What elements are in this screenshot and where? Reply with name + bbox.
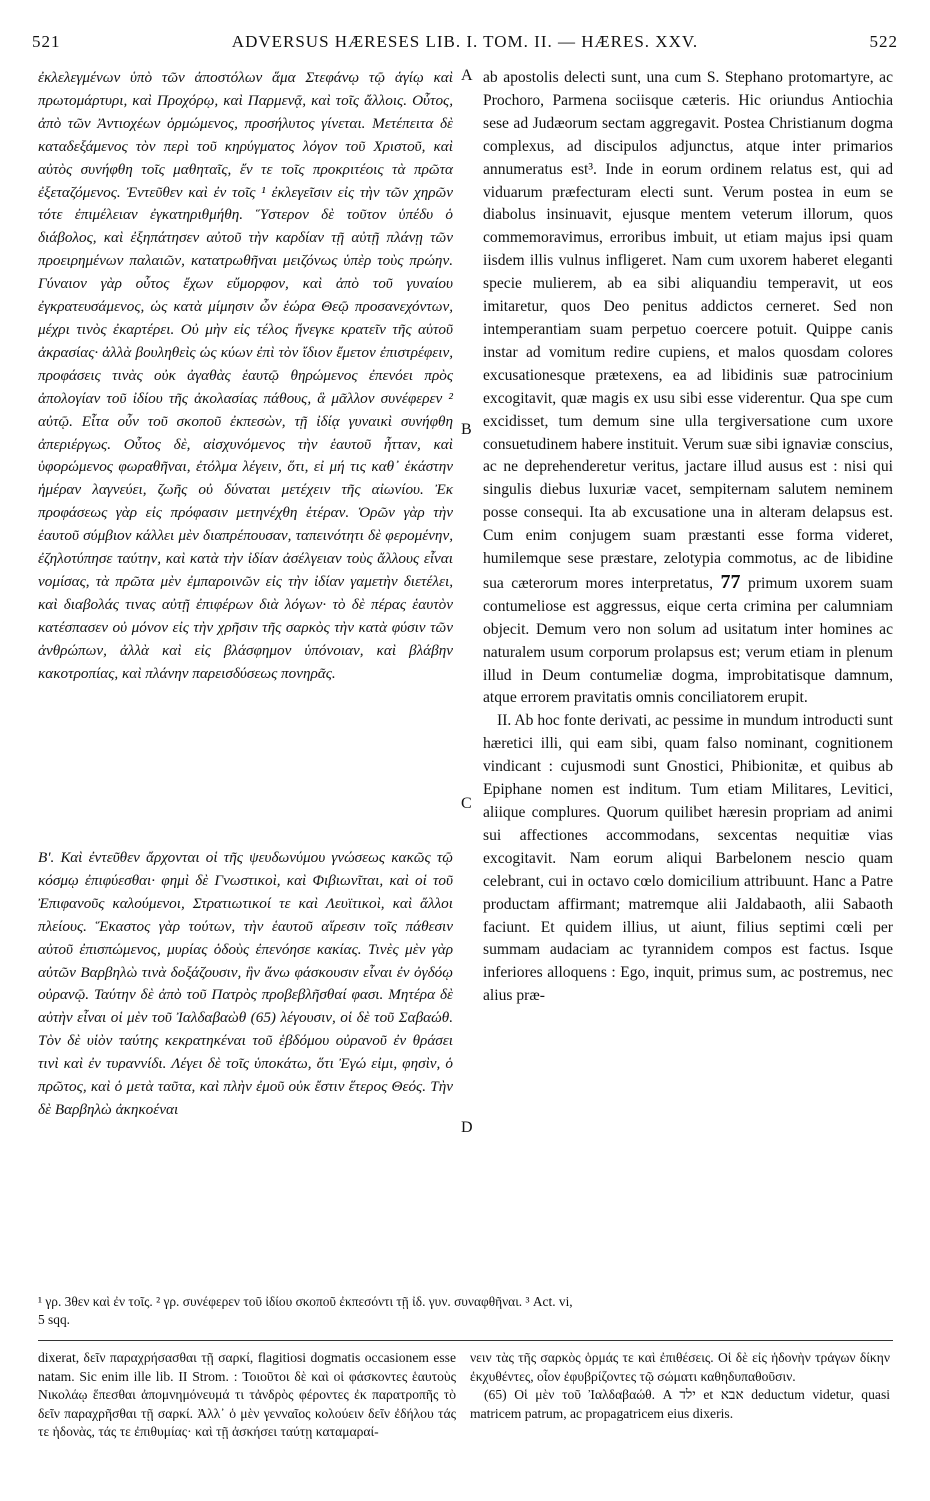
greek-column-para1 <box>38 67 453 685</box>
margin-marker-b: B <box>461 421 472 438</box>
page-number-right: 522 <box>869 32 898 51</box>
note-paragraph: dixerat, δεῖν παραχρήσασθαι τῇ σαρκί, flagitiosi dogmatis occasionem esse natam. Sic enim ille lib. II Strom. : Τοιοῦτοι δὲ καὶ οἱ φάσκοντες ἑαυτοὺς Νικολάῳ ἕπεσθαι ἀπομνημόνευμά τι τἀνδρὸς φέροντες ἐκ παρατροπῆς τὸ δεῖν παραχρῆσθαι τῇ σαρκί. Ἀλλ᾽ ὁ μὲν γενναῖος κολούειν δεῖν ἐδήλου τάς τε ἡδονὰς, τάς τε ἐπιθυμίας· καὶ τῇ ἀσκήσει ταύτῃ καταμαραί- <box>38 1350 456 1440</box>
footnotes <box>38 1293 898 1329</box>
footnote-divider <box>38 1340 893 1341</box>
note-paragraph: νειν τὰς τῆς σαρκὸς ὁρμάς τε καὶ ἐπιθέσεις. Οἱ δὲ εἰς ἡδονὴν τράγων δίκην ἐκχυθέντες, οἷον ἐφυβρίζοντες τῷ σώματι καθηδυπαθοῦσιν. <box>470 1350 890 1384</box>
greek-column-para2 <box>38 847 453 1122</box>
margin-page-number: 77 <box>720 570 741 593</box>
greek-paragraph: Β'. Καὶ ἐντεῦθεν ἄρχονται οἱ τῆς ψευδωνύμου γνώσεως κακῶς τῷ κόσμῳ ἐπιφύεσθαι· φημὶ δὲ Γνωστικοὶ, καὶ Φιβιωνῖται, καὶ οἱ τοῦ Ἐπιφανοῦς καλούμενοι, Στρατιωτικοί τε καὶ Λευϊτικοὶ, καὶ ἄλλοι πλείους. Ἕκαστος γὰρ τούτων, τὴν ἑαυτοῦ αἵρεσιν τοῖς πάθεσιν αὐτοῦ ἐπισπώμενος, μυρίας ὁδοὺς ἐπενόησε κακίας. Τινὲς μὲν γὰρ αὐτῶν Βαρβηλὼ τινὰ δοξάζουσιν, ἣν ἄνω φάσκουσιν εἶναι ἐν ὀγδόῳ οὐρανῷ. Ταύτην δὲ ἀπὸ τοῦ Πατρὸς προβεβλῆσθαί φασι. Μητέρα δὲ αὐτὴν εἶναι οἱ μὲν τοῦ Ἰαλδαβαὼθ (65) λέγουσιν, οἱ δὲ τοῦ Σαβαώθ. Τὸν δὲ υἱὸν ταύτης κεκρατηκέναι τοῦ ἑβδόμου οὐρανοῦ ἐν θράσει τινὶ καὶ ἐν τυραννίδι. Λέγει δὲ τοῖς ὑποκάτω, ὅτι Ἐγώ εἰμι, φησὶν, ὁ πρῶτος, καὶ ὁ μετὰ ταῦτα, καὶ πλὴν ἐμοῦ οὐκ ἔστιν ἕτερος Θεός. Τὴν δὲ Βαρβηλὼ ἀκηκοέναι <box>38 849 453 1118</box>
greek-paragraph: ἐκλελεγμένων ὑπὸ τῶν ἀποστόλων ἅμα Στεφάνῳ τῷ ἁγίῳ καὶ πρωτομάρτυρι, καὶ Προχόρῳ, καὶ Παρμενᾷ, καὶ τοῖς ἄλλοις. Οὗτος, ἀπὸ τῶν Ἀντιοχέων ὁρμώμενος, προσήλυτος γίνεται. Μετέπειτα δὲ καταδεξάμενος τὸν περὶ τοῦ κηρύγματος λόγον τοῦ Χριστοῦ, καὶ αὐτὸς συνήφθη τοῖς μαθηταῖς, ἔν τε τοῖς προκριτέοις τὰ πρῶτα ἐξεταζόμενος. Ἐντεῦθεν καὶ ἐν τοῖς ¹ ἐκλεγεῖσιν εἰς τὴν τῶν χηρῶν τότε ἐπιμέλειαν ἐγκατηριθμήθη. Ὕστερον δὲ τοῦτον ὑπέδυ ὁ διάβολος, καὶ ἐξηπάτησεν αὐτοῦ τὴν καρδίαν τῇ αὐτῇ πλάνῃ τῶν προειρημένων παλαιῶν, κατατρωθῆναι μειζόνως ὑπὲρ τοὺς πρώην. Γύναιον γὰρ οὗτος ἔχων εὔμορφον, καὶ ἀπὸ τοῦ γυναίου ἐγκρατευσάμενος, ὡς κατὰ μίμησιν ὧν ἑώρα Θεῷ προσανεχόντων, μέχρι τινὸς ἐκαρτέρει. Οὐ μὴν εἰς τέλος ἤνεγκε κρατεῖν τῆς αὑτοῦ ἀκρασίας· ἀλλὰ βουληθεὶς ὡς κύων ἐπὶ τὸν ἴδιον ἔμετον ἐπιστρέφειν, προφάσεις τινὰς οὐκ ἀγαθὰς ἑαυτῷ θηρώμενος ἐπενόει πρὸς ἀπολογίαν τοῦ ἰδίου τῆς ἀκολασίας πάθους, ἃ μᾶλλον συνέφερεν ² αὐτῷ. Εἶτα οὖν τοῦ σκοποῦ ἐκπεσὼν, τῇ ἰδίᾳ γυναικὶ συνήφθη ἀπεριέργως. Οὗτος δὲ, αἰσχυνόμενος τὴν ἑαυτοῦ ἧτταν, καὶ ὑφορώμενος φωραθῆναι, ἐτόλμα λέγειν, ὅτι, εἰ μή τις καθ᾽ ἑκάστην ἡμέραν λαγνεύει, ζωῆς οὐ δύναται μετέχειν τῆς αἰωνίου. Ἐκ προφάσεως γὰρ εἰς πρόφασιν μετηνέχθη ἑτέραν. Ὁρῶν γὰρ τὴν ἑαυτοῦ σύμβιον κάλλει μὲν διαπρέπουσαν, ταπεινότητι δὲ φερομένην, ἐζηλοτύπησε ταύτην, καὶ κατὰ τὴν ἰδίαν ἀσέλγειαν τοὺς ἄλλους εἶναι νομίσας, τὰ πρῶτα μὲν ἐμπαροινῶν εἰς τὴν ἰδίαν γαμετὴν διετέλει, καὶ διαβολάς τινας αὐτῇ ἐπιφέρων διὰ λόγων· τὸ δὲ πέρας ἑαυτὸν κατέσπασεν οὐ μόνον εἰς τὴν χρῆσιν τῆς σαρκὸς τὴν κατὰ φύσιν τῶν ἀνθρώπων, ἀλλὰ καὶ εἰς βλάσφημον ὑπόνοιαν, καὶ βλάβην κακοτροπίας, καὶ πλάνην παρεισδύσεως πονηρᾶς. <box>38 69 453 682</box>
running-header <box>32 32 898 56</box>
running-title: ADVERSUS HÆRESES LIB. I. TOM. II. — HÆRES. XXV. <box>231 32 699 51</box>
note-paragraph: (65) Οἱ μὲν τοῦ Ἰαλδαβαώθ. A ילד et אבא deductum videtur, quasi matricem patrum, ac propagatricem eius dixeris. <box>470 1387 891 1421</box>
page-number-left: 521 <box>32 32 61 51</box>
latin-text-b: primum uxorem suam contumeliose est aggressus, eique certa crimina per calumniam objecit. Demum vero non solum ad usitatum inter homines ac naturalem usum corporum prolapsus est; verum etiam in plenum illud in Deum contumeliæ dogma, improbitatisque damnum, atque errorem pravitatis omnis conciliatorem erupit. <box>483 574 893 707</box>
latin-text-a: ab apostolis delecti sunt, una cum S. Stephano protomartyre, ac Prochoro, Parmena sociisque cæteris. Hic oriundus Antiochia sese ad Judæorum sectam aggregavit. Postea Christianum dogma complexus, ad discipulos adjunctus, atque inter primarios annumeratus est³. Inde in eorum ordinem relatus est, qui ad viduarum præfecturam electi sunt. Verum postea in eum se diabolus insinuavit, ejusque mentem veterum illorum, quos commemoravimus, erroribus imbuit, ut etiam majus ipsi quam iisdem illis vulnus infligeret. Nam cum uxorem haberet eleganti specie mulierem, ab ea sibi aliquandiu temperavit, ut eos imitaretur, quos Deo penitus addictos cerneret. Sed non intemperantiam suam perpetuo coercere potuit. Quippe canis instar ad vomitum redire cupiens, et malos quosdam colores excusationesque prætexens, ea ad libidinis suæ patrocinium excogitavit, quæ magis ex usu sibi esse viderentur. Qua spe cum excidisset, tum demum sine ulla tergiversatione cum uxore consuetudinem habere instituit. Verum suæ sibi ignaviæ conscius, ac ne deprehenderetur veritus, jactare illud ausus est : nisi qui singulis diebus luxuriæ vacet, sempiternam salutem neminem posse consequi. Ita ab excusatione una in alteram delapsus est. Cum enim conjugem suam præstanti esse forma videret, humilemque sese præstare, zelotypia commotus, ac de libidine sua cæterorum mores interpretatus, <box>483 69 893 592</box>
latin-column <box>483 67 893 1008</box>
margin-marker-d: D <box>461 1119 473 1136</box>
latin-paragraph: II. Ab hoc fonte derivati, ac pessime in mundum introducti sunt hæretici illi, qui eam sibi, quam falso nominant, cognitionem vindicant : cujusmodi sunt Gnostici, Phibionitæ, et quibus ab Epiphane nomen est inditum. Tum etiam Militares, Levitici, aliique complures. Quorum quilibet hæresin propriam ad animi sui affectiones accommodans, sexcentas nequitiæ vias excogitavit. Nam eorum aliqui Barbelonem nescio quam celebrant, cui in octavo cœlo domicilium attribuunt. Hanc a Patre productam affirmant; matremque alii Jaldabaoth, alii Sabaoth faciunt. Et quidem illius, ut aiunt, filius septimi cœli per summam audaciam ac tyrannidem compos est factus. Isque inferiores alloquens : Ego, inquit, primus sum, ac postremus, nec alius præ- <box>483 712 893 1005</box>
latin-paragraph <box>483 67 893 710</box>
notes-right-column <box>470 1349 890 1423</box>
footnote-line: ¹ γρ. 3θεν καὶ ἐν τοῖς. ² γρ. συνέφερεν τοῦ ἰδίου σκοποῦ ἐκπεσόντι τῇ ἰδ. γυν. συναφθῆναι. ³ Act. vi, <box>38 1294 573 1309</box>
footnote-line: 5 sqq. <box>38 1312 70 1327</box>
margin-marker-a: A <box>461 67 473 84</box>
margin-marker-c: C <box>461 795 472 812</box>
notes-left-column <box>38 1349 456 1442</box>
